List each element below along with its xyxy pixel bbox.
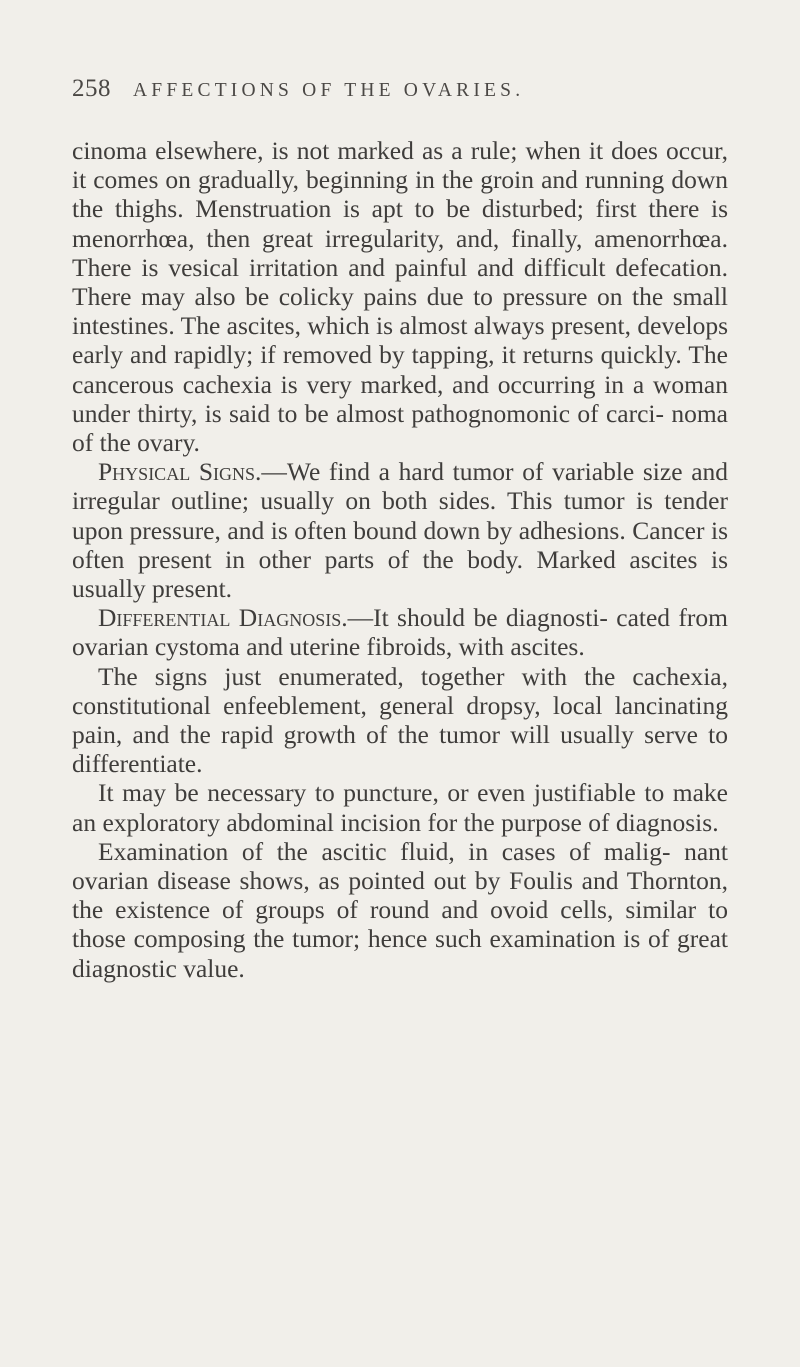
differential-diagnosis-heading: Differential Diagnosis. [98,603,348,633]
book-page [72,74,728,983]
differential-diagnosis-paragraph [72,603,728,661]
continued-paragraph: cinoma elsewhere, is not marked as a rule; when it does occur, it comes on gradually, beginning in the groin and running down the thighs. Menstruation is apt to be disturbed; first there is menorrhœa, then great irregularity, and, finally, amenorrhœa. There is vesical irritation and painful and difficult defecation. There may also be colicky pains due to pressure on the small intestines. The ascites, which is almost always present, develops early and rapidly; if removed by tapping, it returns quickly. The cancerous cachexia is very marked, and occurring in a woman under thirty, is said to be almost pathognomonic of carci- noma of the ovary. [72,136,729,458]
page-number: 258 [72,75,111,102]
puncture-paragraph: It may be necessary to puncture, or even justifiable to make an exploratory abdominal incision for the purpose of diagnosis. [72,778,728,837]
physical-signs-heading: Physical Signs. [98,457,262,487]
signs-paragraph: The signs just enumerated, together with the cachexia, constitutional enfeeblement, general dropsy, local lancinating pain, and the rapid growth of the tumor will usually serve to differentiate. [72,661,728,779]
running-head: AFFECTIONS OF THE OVARIES. [133,80,525,101]
differential-diagnosis-text: —It should be diagnosti- cated from ovarian cystoma and uterine fibroids, with ascites. [72,603,728,662]
page-header [72,74,728,114]
examination-paragraph: Examination of the ascitic fluid, in cases of malig- nant ovarian disease shows, as pointed out by Foulis and Thornton, the existence of groups of round and ovoid cells, similar to those composing the tumor; hence such examination is of great diagnostic value. [72,836,728,983]
physical-signs-paragraph [72,457,728,603]
physical-signs-text: —We find a hard tumor of variable size and irregular outline; usually on both sides. This tumor is tender upon pressure, and is often bound down by adhesions. Cancer is often present in other parts of the body. Marked ascites is usually present. [72,457,729,604]
